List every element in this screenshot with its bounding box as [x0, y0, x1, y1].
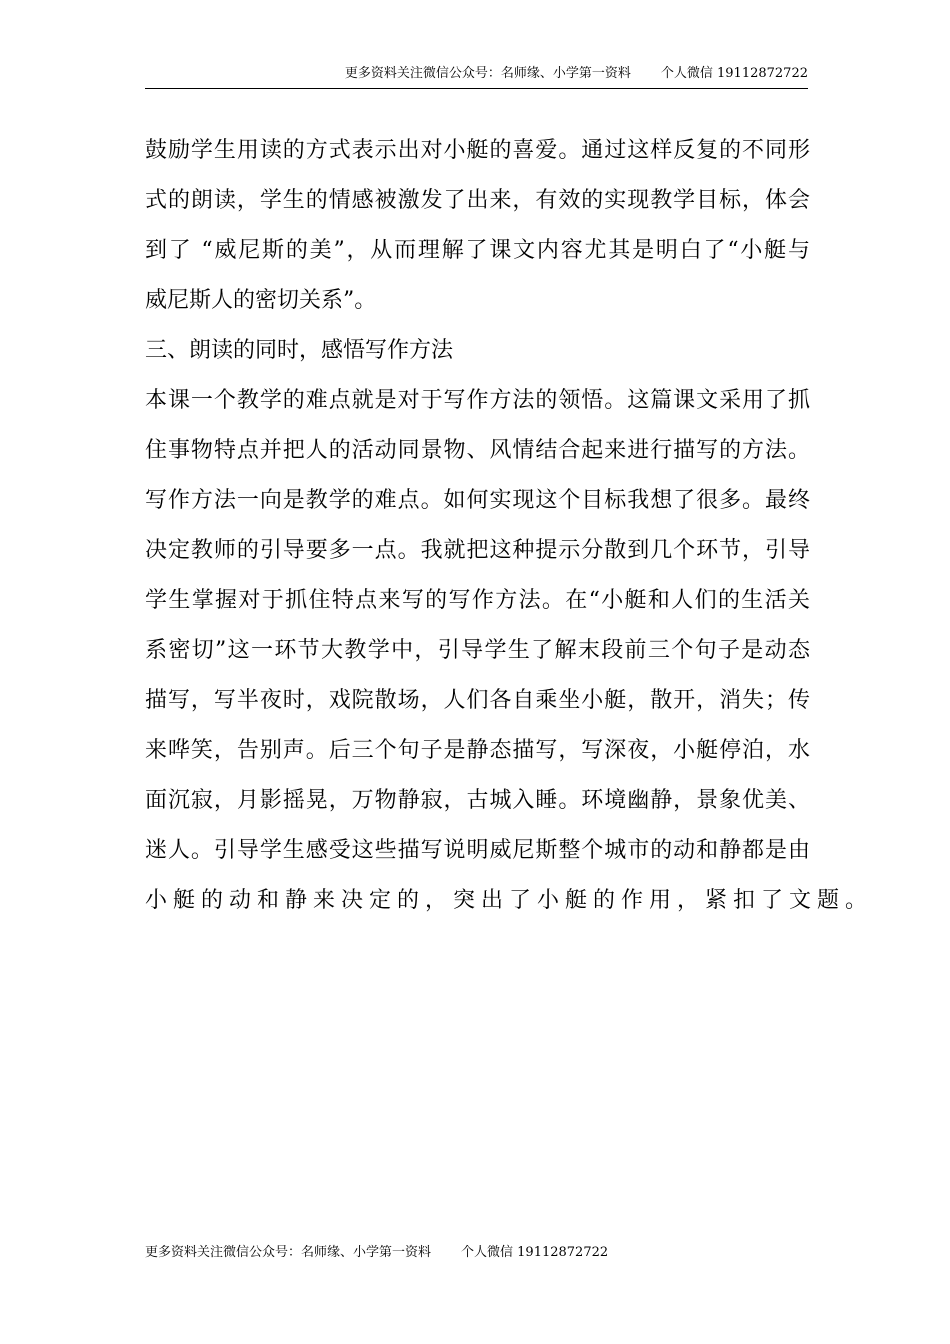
- page-footer: [145, 1245, 608, 1261]
- footer-wechat-contact: 个人微信 19112872722: [461, 1245, 609, 1260]
- text-line: 鼓励学生用读的方式表示出对小艇的喜爱。通过这样反复的不同形: [145, 138, 810, 163]
- text-line: 描写，写半夜时，戏院散场，人们各自乘坐小艇，散开，消失；传: [145, 688, 810, 713]
- text-line: 面沉寂，月影摇晃，万物静寂，古城入睡。环境幽静，景象优美、: [145, 788, 810, 813]
- header-wechat-contact: 个人微信 19112872722: [660, 66, 808, 81]
- text-line: 来哗笑，告别声。后三个句子是静态描写，写深夜，小艇停泊，水: [145, 738, 810, 763]
- page-header: [145, 66, 808, 89]
- text-line: 写作方法一向是教学的难点。如何实现这个目标我想了很多。最终: [145, 488, 810, 513]
- text-line: 式的朗读，学生的情感被激发了出来，有效的实现教学目标，体会: [145, 188, 810, 213]
- text-line: 本课一个教学的难点就是对于写作方法的领悟。这篇课文采用了抓: [145, 388, 810, 413]
- text-line: 住事物特点并把人的活动同景物、风情结合起来进行描写的方法。: [145, 438, 810, 463]
- text-line: 到了 “威尼斯的美”，从而理解了课文内容尤其是明白了“小艇与: [145, 238, 810, 263]
- text-line: 小艇的动和静来决定的，突出了小艇的作用，紧扣了文题。: [145, 888, 874, 913]
- text-line: 威尼斯人的密切关系”。: [145, 288, 377, 313]
- section-heading: 三、朗读的同时，感悟写作方法: [145, 338, 454, 363]
- text-line: 学生掌握对于抓住特点来写的写作方法。在“小艇和人们的生活关: [145, 588, 810, 613]
- footer-promo-text: 更多资料关注微信公众号：名师缘、小学第一资料: [145, 1245, 432, 1260]
- document-body: [145, 126, 874, 926]
- text-line: 迷人。引导学生感受这些描写说明威尼斯整个城市的动和静都是由: [145, 838, 810, 863]
- header-promo-text: 更多资料关注微信公众号：名师缘、小学第一资料: [344, 66, 631, 81]
- text-line: 决定教师的引导要多一点。我就把这种提示分散到几个环节，引导: [145, 538, 810, 563]
- text-line: 系密切”这一环节大教学中，引导学生了解末段前三个句子是动态: [145, 638, 810, 663]
